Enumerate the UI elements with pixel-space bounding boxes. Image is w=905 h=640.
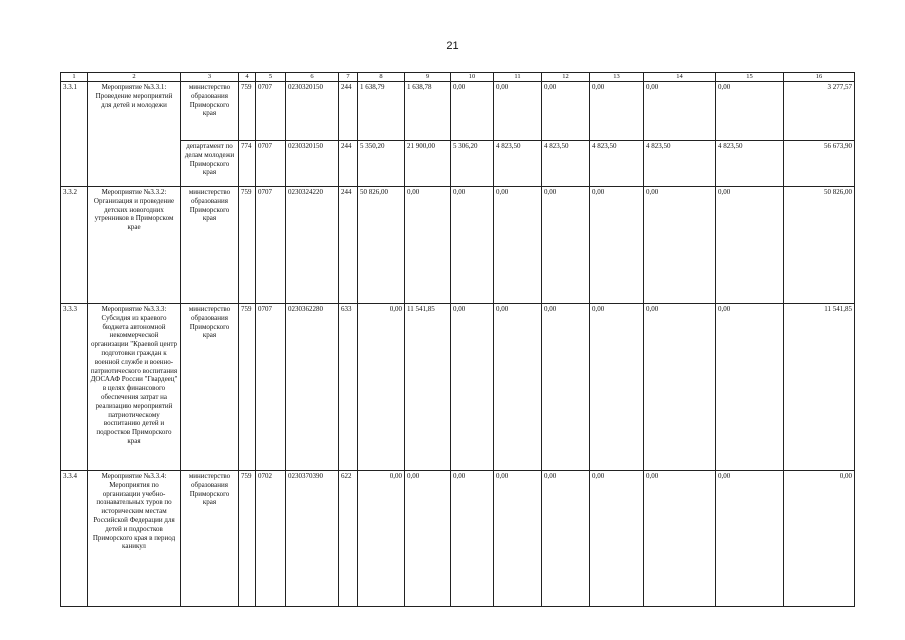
table-cell: 0230324220	[286, 187, 339, 304]
executor-cell: департамент по делам молодежи Приморского края	[181, 141, 239, 187]
table-cell: 759	[239, 187, 256, 304]
table-cell: 0707	[256, 187, 286, 304]
table-cell: 0,00	[494, 471, 542, 607]
table-cell: 0,00	[644, 471, 716, 607]
table-cell: 4 823,50	[542, 141, 590, 187]
table-cell: 56 673,90	[784, 141, 855, 187]
table-cell: 0,00	[494, 304, 542, 471]
table-row	[61, 82, 855, 141]
header-row	[61, 73, 855, 82]
header-cell: 12	[542, 73, 590, 82]
table-cell: 0,00	[590, 304, 644, 471]
table-cell: 0,00	[451, 82, 494, 141]
header-cell: 8	[358, 73, 405, 82]
table-cell: 0,00	[451, 471, 494, 607]
table-row	[61, 141, 855, 187]
table-cell: 0,00	[716, 187, 784, 304]
table-cell: 1 638,79	[358, 82, 405, 141]
table-row	[61, 304, 855, 471]
program-table	[60, 72, 855, 607]
measure-name: Мероприятие №3.3.4: Мероприятия по организации учебно-познавательных туров по историческим местам Российской Федерации для детей и подростков Приморского края в период каникул	[88, 471, 181, 607]
table-cell: 0,00	[451, 187, 494, 304]
table-cell: 4 823,50	[644, 141, 716, 187]
table-cell: 50 826,00	[784, 187, 855, 304]
measure-name: Мероприятие №3.3.2: Организация и проведение детских новогодних утренников в Приморском крае	[88, 187, 181, 304]
table-cell: 5 350,20	[358, 141, 405, 187]
table-cell: 0702	[256, 471, 286, 607]
header-cell: 7	[339, 73, 358, 82]
table-cell: 0,00	[716, 82, 784, 141]
table-cell: 11 541,85	[784, 304, 855, 471]
table-row	[61, 187, 855, 304]
executor-cell: министерство образования Приморского края	[181, 82, 239, 141]
table-cell: 1 638,78	[405, 82, 451, 141]
table-cell: 0,00	[590, 187, 644, 304]
table-cell: 633	[339, 304, 358, 471]
table-cell: 4 823,50	[494, 141, 542, 187]
header-cell: 6	[286, 73, 339, 82]
page-number: 21	[446, 40, 459, 52]
table-cell: 622	[339, 471, 358, 607]
table-cell: 0,00	[542, 82, 590, 141]
table-cell: 244	[339, 187, 358, 304]
table-cell: 0,00	[494, 82, 542, 141]
header-cell: 11	[494, 73, 542, 82]
header-cell: 13	[590, 73, 644, 82]
table-cell: 759	[239, 82, 256, 141]
header-cell: 10	[451, 73, 494, 82]
table-cell: 0,00	[358, 304, 405, 471]
table-cell: 4 823,50	[716, 141, 784, 187]
table-cell: 0707	[256, 304, 286, 471]
header-cell: 2	[88, 73, 181, 82]
header-cell: 3	[181, 73, 239, 82]
measure-name: Мероприятие №3.3.1: Проведение мероприятий для детей и молодежи	[88, 82, 181, 187]
table-cell: 0,00	[644, 304, 716, 471]
measure-name: Мероприятие №3.3.3: Субсидия из краевого бюджета автономной некоммерческой организации "Краевой центр подготовки граждан к военной службе и военно-патриотического воспитания ДОСААФ России "Гвардеец" в целях финансового обеспечения затрат на реализацию мероприятий патриотическому воспитанию детей и подростков Приморского края	[88, 304, 181, 471]
header-cell: 16	[784, 73, 855, 82]
table-cell: 0,00	[358, 471, 405, 607]
row-number: 3.3.4	[61, 471, 88, 607]
table-cell: 0707	[256, 141, 286, 187]
executor-cell: министерство образования Приморского края	[181, 471, 239, 607]
table-cell: 0,00	[542, 187, 590, 304]
table-cell: 0707	[256, 82, 286, 141]
row-number: 3.3.1	[61, 82, 88, 187]
table-cell: 0,00	[494, 187, 542, 304]
table-cell: 0,00	[542, 471, 590, 607]
table-cell: 11 541,85	[405, 304, 451, 471]
header-cell: 1	[61, 73, 88, 82]
table-cell: 0,00	[451, 304, 494, 471]
row-number: 3.3.3	[61, 304, 88, 471]
table-cell: 3 277,57	[784, 82, 855, 141]
table-cell: 21 900,00	[405, 141, 451, 187]
header-cell: 14	[644, 73, 716, 82]
header-cell: 4	[239, 73, 256, 82]
table-row	[61, 471, 855, 607]
executor-cell: министерство образования Приморского края	[181, 187, 239, 304]
table-cell: 0,00	[644, 187, 716, 304]
table-cell: 0,00	[542, 304, 590, 471]
table-cell: 774	[239, 141, 256, 187]
table-cell: 244	[339, 82, 358, 141]
table-cell: 50 826,00	[358, 187, 405, 304]
table-cell: 759	[239, 471, 256, 607]
header-cell: 15	[716, 73, 784, 82]
table-cell: 0,00	[405, 471, 451, 607]
table-cell: 0,00	[590, 82, 644, 141]
table-cell: 0,00	[784, 471, 855, 607]
table-cell: 0,00	[644, 82, 716, 141]
executor-cell: министерство образования Приморского края	[181, 304, 239, 471]
header-cell: 9	[405, 73, 451, 82]
table-cell: 0230320150	[286, 141, 339, 187]
table-cell: 244	[339, 141, 358, 187]
table-cell: 0,00	[590, 471, 644, 607]
table-cell: 5 306,20	[451, 141, 494, 187]
table-cell: 0230320150	[286, 82, 339, 141]
table-cell: 759	[239, 304, 256, 471]
table-cell: 0230362280	[286, 304, 339, 471]
row-number: 3.3.2	[61, 187, 88, 304]
table-cell: 0,00	[405, 187, 451, 304]
table-cell: 4 823,50	[590, 141, 644, 187]
table-cell: 0,00	[716, 471, 784, 607]
table-cell: 0230370390	[286, 471, 339, 607]
table-cell: 0,00	[716, 304, 784, 471]
header-cell: 5	[256, 73, 286, 82]
